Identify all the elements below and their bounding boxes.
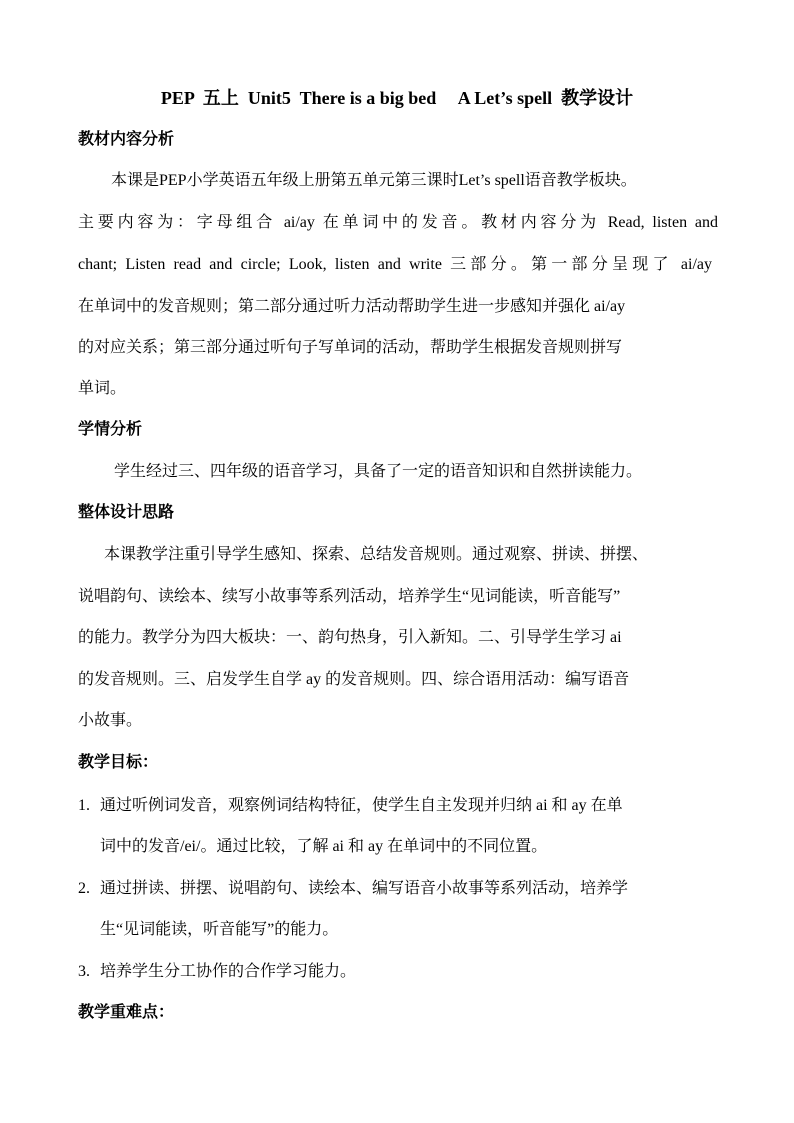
paragraph-line: 学生经过三、四年级的语音学习，具备了一定的语音知识和自然拼读能力。: [114, 463, 643, 480]
list-item-line: 通过拼读、拼摆、说唱韵句、读绘本、编写语音小故事等系列活动，培养学: [100, 880, 629, 897]
paragraph-line: 的发音规则。三、启发学生自学 ay 的发音规则。四、综合语用活动：编写语音: [78, 671, 630, 688]
section-heading-key-points: 教学重难点：: [78, 1004, 175, 1021]
list-item-line: 词中的发音/ei/。通过比较，了解 ai 和 ay 在单词中的不同位置。: [100, 838, 548, 855]
paragraph-line: 本课教学注重引导学生感知、探索、总结发音规则。通过观察、拼读、拼摆、: [104, 546, 649, 563]
section-heading-content-analysis: 教材内容分析: [78, 131, 175, 148]
list-number: 2.: [78, 880, 90, 897]
paragraph-line: 的对应关系；第三部分通过听句子写单词的活动，帮助学生根据发音规则拼写: [78, 339, 623, 356]
document-title: PEP 五上 Unit5 There is a big bed A Let’s spell 教学设计: [160, 88, 634, 108]
paragraph-line: chant; Listen read and circle; Look, listen and write 三部分。第一部分呈现了 ai/ay: [78, 256, 712, 273]
section-heading-objectives: 教学目标：: [78, 754, 159, 771]
paragraph-line: 本课是PEP小学英语五年级上册第五单元第三课时Let’s spell语音教学板块。: [111, 172, 637, 189]
list-item-line: 培养学生分工协作的合作学习能力。: [100, 963, 357, 980]
paragraph-line: 小故事。: [78, 712, 143, 729]
list-number: 1.: [78, 797, 90, 814]
list-item-line: 通过听例词发音，观察例词结构特征，使学生自主发现并归纳 ai 和 ay 在单: [100, 797, 623, 814]
paragraph-line: 的能力。教学分为四大板块：一、韵句热身，引入新知。二、引导学生学习 ai: [78, 629, 622, 646]
list-number: 3.: [78, 963, 90, 980]
paragraph-line: 单词。: [78, 380, 127, 397]
list-item-line: 生“见词能读，听音能写”的能力。: [100, 921, 339, 938]
section-heading-learner-analysis: 学情分析: [78, 421, 143, 438]
paragraph-line: 在单词中的发音规则；第二部分通过听力活动帮助学生进一步感知并强化 ai/ay: [78, 298, 626, 315]
paragraph-line: 说唱韵句、读绘本、续写小故事等系列活动，培养学生“见词能读，听音能写”: [78, 588, 621, 605]
paragraph-line: 主要内容为：字母组合 ai/ay 在单词中的发音。教材内容分为 Read, listen and: [78, 214, 718, 231]
section-heading-design-idea: 整体设计思路: [78, 504, 175, 521]
